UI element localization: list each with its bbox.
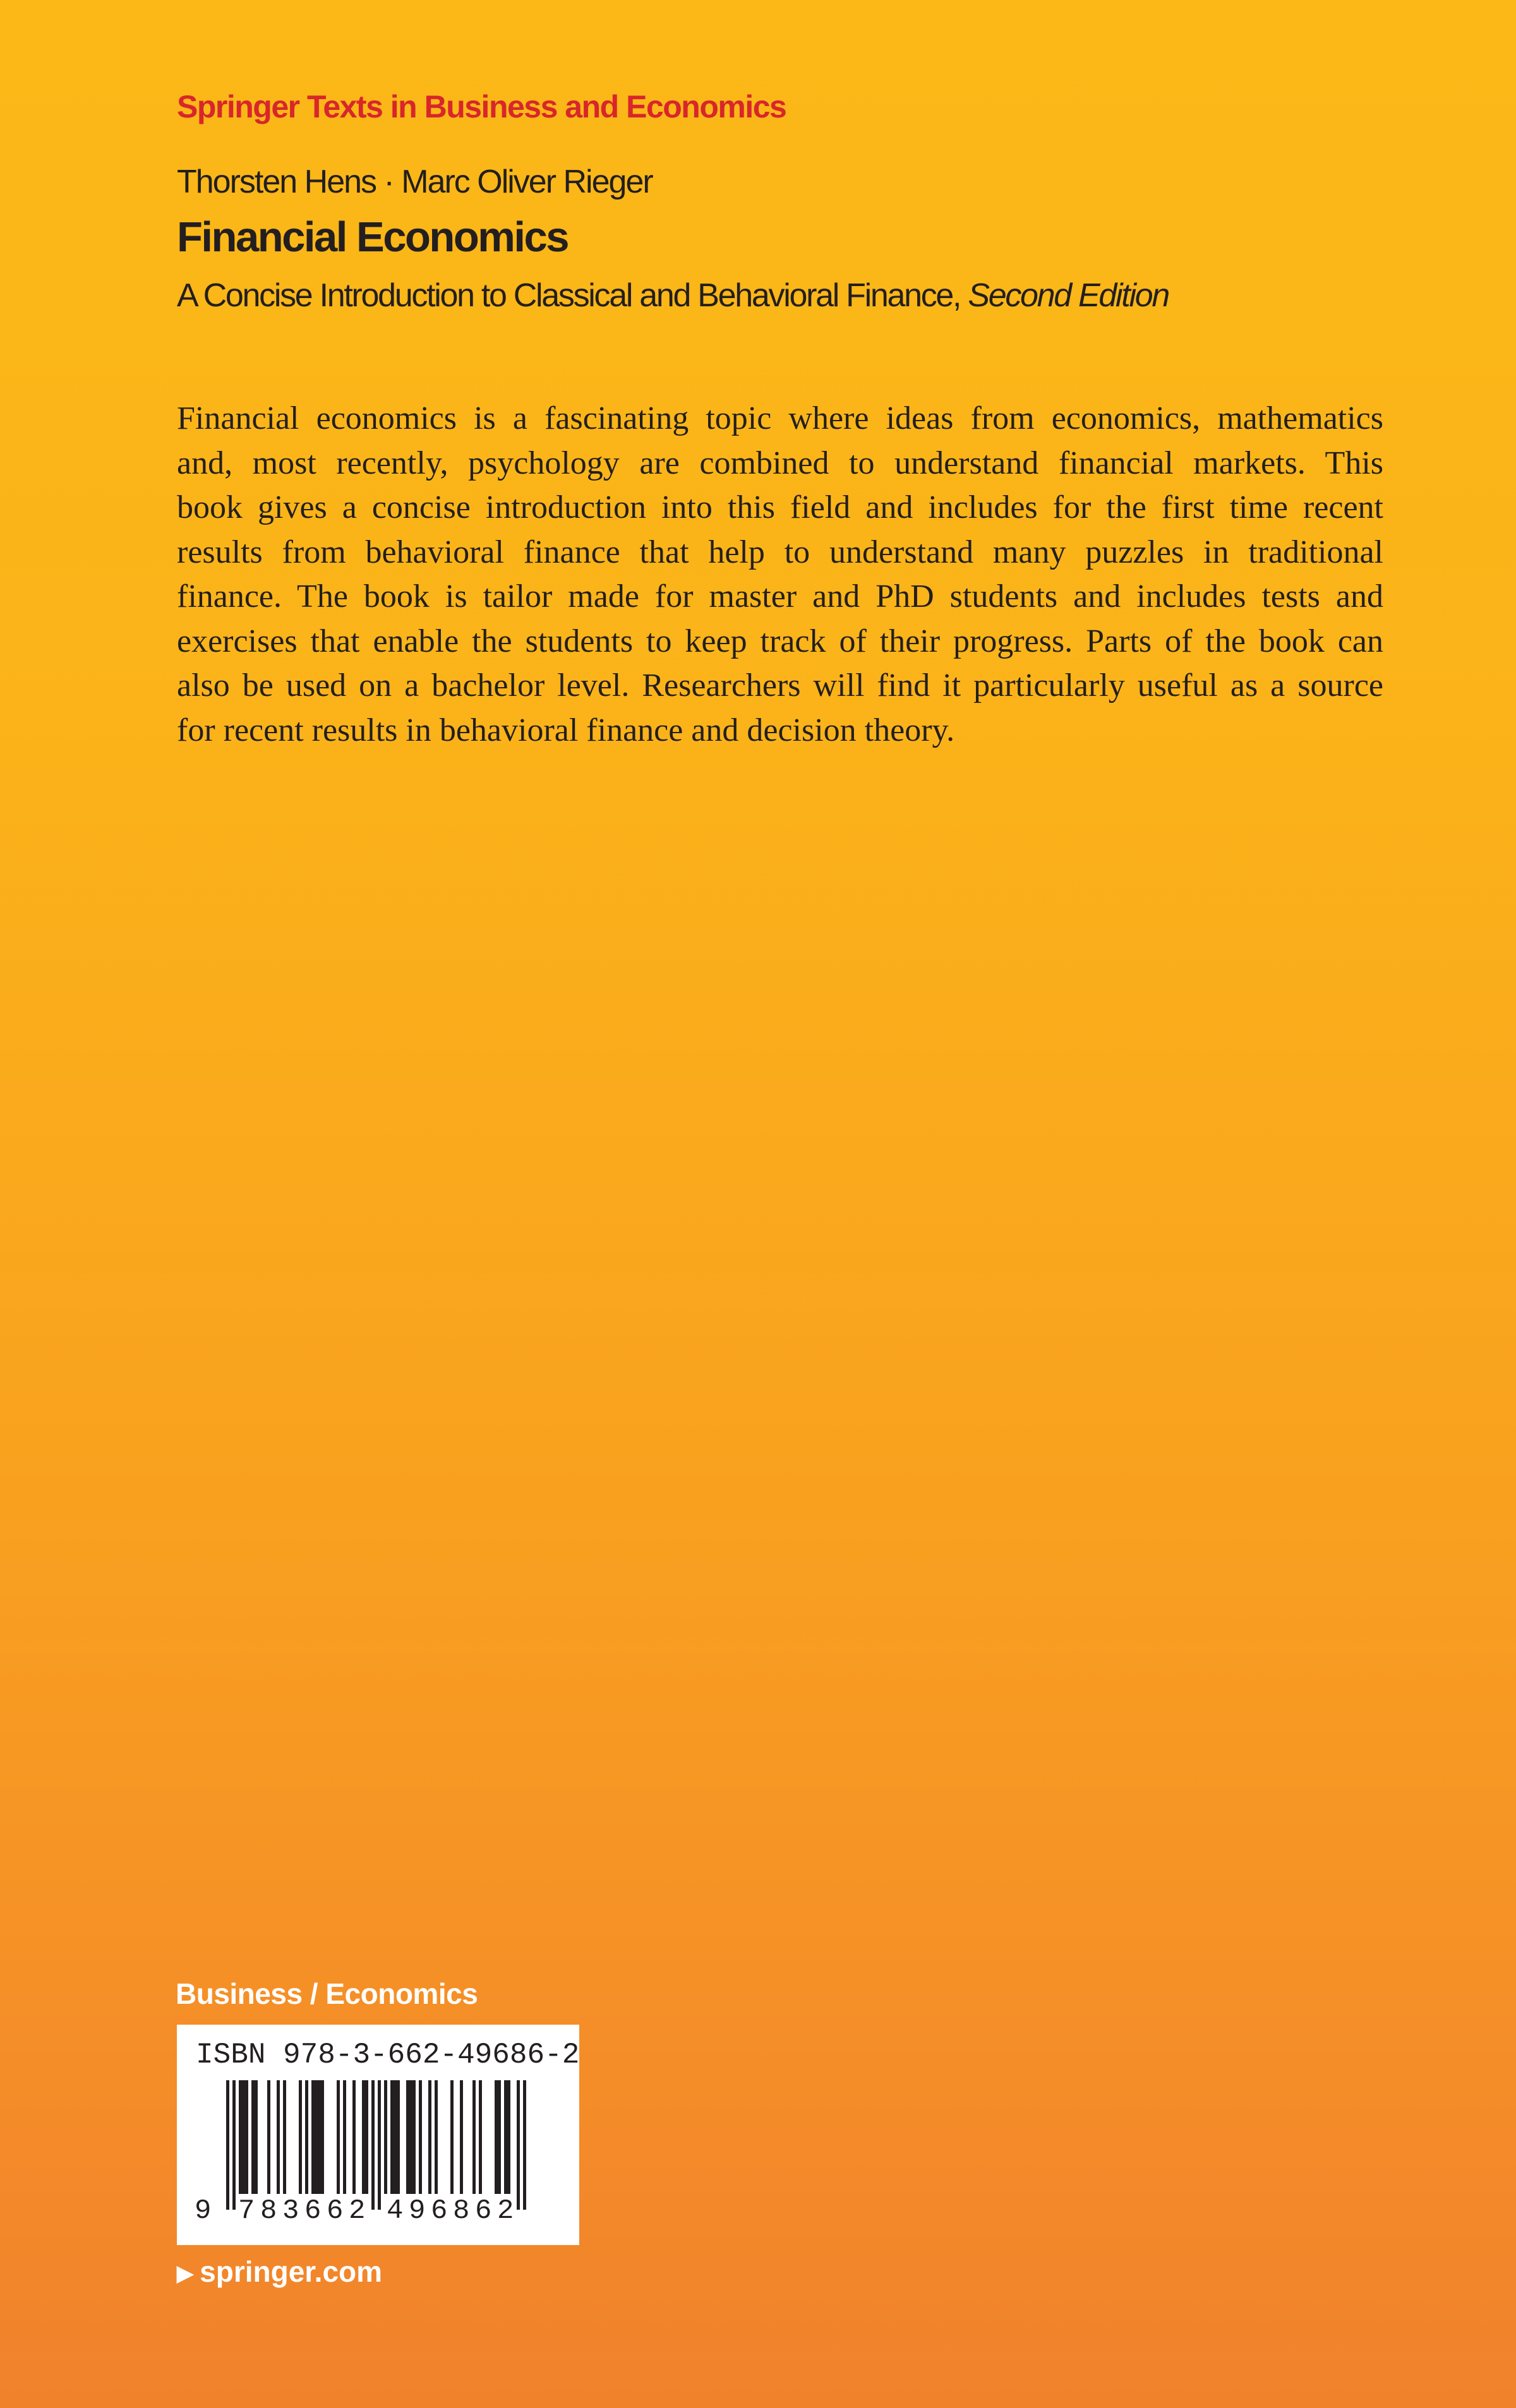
- barcode-bar: [343, 2080, 346, 2194]
- subtitle-edition: Second Edition: [968, 277, 1169, 314]
- barcode-bar: [277, 2080, 280, 2194]
- barcode-digit: 6: [304, 2195, 322, 2227]
- barcode-bar: [305, 2080, 308, 2194]
- barcode-digit: 8: [260, 2195, 277, 2227]
- barcode-bar: [337, 2080, 340, 2194]
- blurb-line: also be used on a bachelor level. Researchers will find it particularly useful as a source: [177, 668, 1383, 704]
- barcode-digit: 6: [475, 2195, 492, 2227]
- barcode-bar: [450, 2080, 454, 2194]
- barcode-digit: 6: [431, 2195, 448, 2227]
- category-label: Business / Economics: [176, 1977, 478, 2010]
- subtitle-main: A Concise Introduction to Classical and Behavioral Finance,: [177, 277, 968, 314]
- barcode-bar: [406, 2080, 416, 2194]
- barcode-guard-bar: [517, 2080, 520, 2210]
- blurb-line: for recent results in behavioral finance and decision theory.: [177, 712, 955, 748]
- barcode-digit: 9: [409, 2195, 426, 2227]
- barcode-bar: [362, 2080, 368, 2194]
- barcode-digit: 9: [195, 2195, 212, 2227]
- barcode-bar: [283, 2080, 286, 2194]
- book-title: Financial Economics: [177, 213, 568, 261]
- barcode-bars: [177, 2025, 579, 2245]
- triangle-right-icon: ▶: [177, 2261, 194, 2285]
- blurb-line: results from behavioral finance that help to understand many puzzles in traditional: [177, 534, 1383, 570]
- authors: Thorsten Hens · Marc Oliver Rieger: [177, 164, 653, 200]
- barcode-digit: 6: [327, 2195, 344, 2227]
- barcode-bar: [460, 2080, 463, 2194]
- isbn-text: ISBN 978-3-662-49686-2: [196, 2039, 580, 2071]
- barcode-guard-bar: [226, 2080, 229, 2210]
- barcode-guard-bar: [378, 2080, 381, 2210]
- series-title: Springer Texts in Business and Economics: [177, 89, 786, 124]
- barcode-bar: [495, 2080, 501, 2194]
- barcode-guard-bar: [371, 2080, 375, 2210]
- blurb-line: finance. The book is tailor made for master and PhD students and includes tests and: [177, 578, 1383, 614]
- barcode-guard-bar: [523, 2080, 526, 2210]
- barcode-digit: 3: [282, 2195, 299, 2227]
- barcode-bar: [472, 2080, 476, 2194]
- barcode-bar: [267, 2080, 270, 2194]
- barcode-bar: [390, 2080, 400, 2194]
- website-link[interactable]: [177, 2255, 382, 2289]
- barcode-digit: 4: [387, 2195, 404, 2227]
- book-subtitle: [177, 277, 1169, 314]
- barcode-bar: [311, 2080, 324, 2194]
- blurb-line: Financial economics is a fascinating topic where ideas from economics, mathematics: [177, 400, 1383, 436]
- barcode-bar: [419, 2080, 422, 2194]
- barcode-bar: [504, 2080, 510, 2194]
- barcode-bar: [435, 2080, 438, 2194]
- barcode-bar: [239, 2080, 248, 2194]
- barcode-digit: 8: [453, 2195, 470, 2227]
- barcode-digit: 2: [497, 2195, 514, 2227]
- barcode-digit: 2: [349, 2195, 366, 2227]
- blurb-line: exercises that enable the students to keep track of their progress. Parts of the book can: [177, 623, 1383, 659]
- barcode-bar: [479, 2080, 482, 2194]
- barcode-bar: [384, 2080, 387, 2194]
- barcode-bar: [428, 2080, 431, 2194]
- barcode-bar: [299, 2080, 302, 2194]
- barcode-digit: 7: [238, 2195, 255, 2227]
- blurb-line: book gives a concise introduction into this field and includes for the first time recent: [177, 489, 1383, 525]
- barcode: [177, 2025, 579, 2245]
- blurb: [177, 397, 1383, 753]
- barcode-guard-bar: [232, 2080, 236, 2210]
- barcode-bar: [352, 2080, 356, 2194]
- blurb-line: and, most recently, psychology are combined to understand financial markets. This: [177, 445, 1383, 481]
- website-text: springer.com: [200, 2255, 383, 2288]
- barcode-bar: [251, 2080, 258, 2194]
